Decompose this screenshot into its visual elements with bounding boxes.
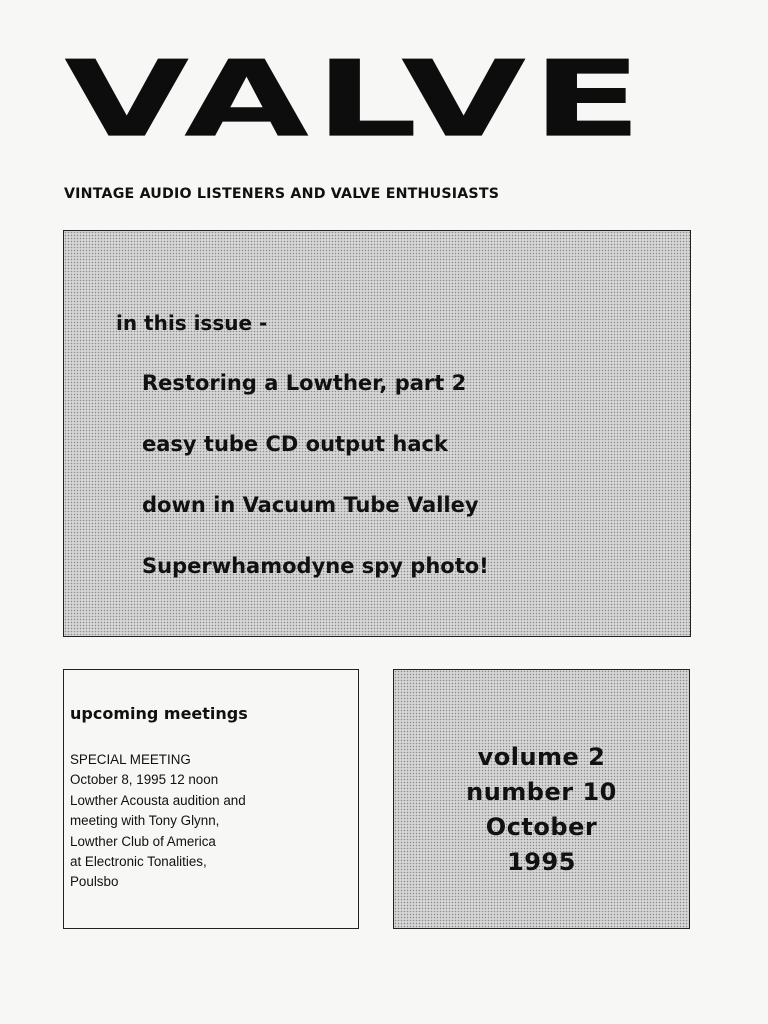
issue-item: Restoring a Lowther, part 2 [142, 371, 467, 395]
upcoming-meetings-heading: upcoming meetings [70, 704, 248, 723]
issue-year-line: 1995 [507, 848, 576, 876]
masthead-tagline: VINTAGE AUDIO LISTENERS AND VALVE ENTHUSIASTS [64, 186, 500, 202]
meeting-line: at Electronic Tonalities, [70, 854, 207, 870]
meeting-line: meeting with Tony Glynn, [70, 813, 220, 829]
issue-number-line: number 10 [466, 778, 617, 806]
issue-month-line: October [485, 813, 598, 841]
volume-info-box [393, 669, 690, 929]
issue-item: Superwhamodyne spy photo! [142, 554, 489, 578]
meeting-line: Lowther Acousta audition and [70, 792, 246, 808]
meeting-details [70, 750, 246, 893]
volume-info [394, 740, 689, 880]
issue-item: easy tube CD output hack [142, 432, 448, 456]
meeting-line: Lowther Club of America [70, 833, 216, 849]
meeting-line: Poulsbo [70, 874, 119, 890]
in-this-issue-heading: in this issue - [116, 311, 268, 335]
volume-line: volume 2 [477, 743, 606, 771]
meeting-line: SPECIAL MEETING [70, 752, 191, 767]
meeting-line: October 8, 1995 12 noon [70, 772, 219, 788]
in-this-issue-box [63, 230, 691, 637]
masthead-title: VALVE [64, 38, 648, 162]
upcoming-meetings-box [63, 669, 359, 929]
issue-item: down in Vacuum Tube Valley [142, 493, 479, 517]
issue-contents-list [142, 369, 489, 613]
